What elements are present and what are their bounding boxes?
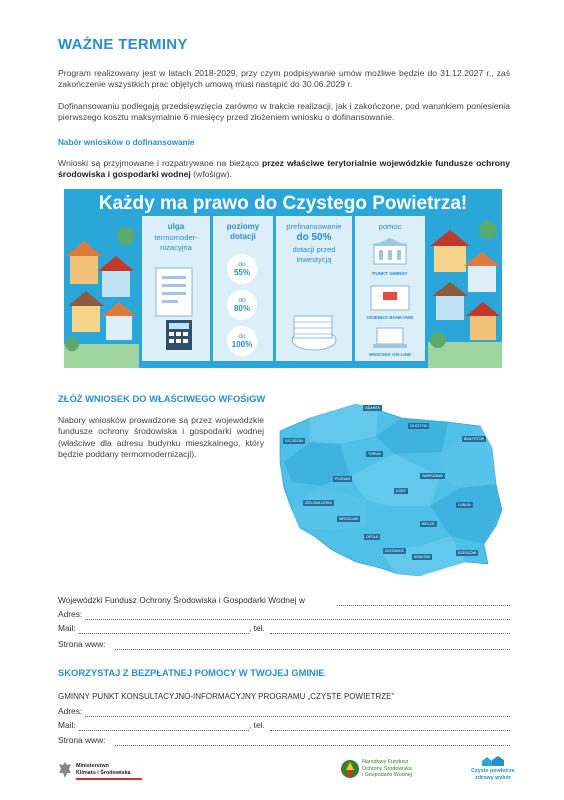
map-label-olsztyn: OLSZTYN [410,424,427,428]
tel-label: , tel. [249,623,265,633]
wfos-name-label: Wojewódzki Fundusz Ochrony Środowiska i Gospodarki Wodnej w [58,595,305,605]
nabor-heading: Nabór wniosków o dofinansowanie [58,138,195,147]
houses-right-illustration [428,216,502,368]
map-label-katowice: KATOWICE [385,549,404,553]
col-poziomy-dotacji: poziomy dotacji do 55% do 80% do 100% [213,216,273,361]
gmina-tel-field[interactable] [270,730,510,731]
gmina-www-field[interactable] [115,745,510,746]
map-label-lublin: LUBLIN [458,503,471,507]
col-ulga: ulga termomoder-nizacyjna [142,216,210,361]
map-label-krakow: KRAKÓW [414,555,430,559]
gmina-adres-label: Adres: [58,706,83,716]
gmina-point-label: GMINNY PUNKT KONSULTACYJNO-INFORMACYJNY PROGRAMU „CZYSTE POWIETRZE” [58,692,395,701]
poland-map [270,396,516,592]
map-label-wroclaw: WROCŁAW [339,517,359,521]
bank-icon [369,282,411,312]
map-label-szczecin: SZCZECIN [285,439,303,443]
gmina-mail-label: Mail: [58,720,76,730]
banner-title: Każdy ma prawo do Czystego Powietrza! [98,193,468,214]
col-pomoc: pomoc PUNKT GMINNY OKIENKO BANKOWE WNIOSEK ON-LINE [355,216,425,361]
page-title: WAŻNE TERMINY [58,36,188,53]
map-label-torun: TORUŃ [368,452,381,456]
gmina-heading: SKORZYSTAJ Z BEZPŁATNEJ POMOCY W TWOJEJ GMINIE [58,667,325,678]
ministry-logo: Ministerstwo Klimatu i Środowiska [58,760,148,782]
map-label-warszawa: WARSZAWA [422,474,443,478]
document-calculator-icon [152,264,202,354]
map-label-rzeszow: RZESZÓW [458,551,476,555]
col-prefinansowanie: prefinansowanie do 50% dotacji przed inwestycją [276,216,352,361]
gmina-mail-field[interactable] [79,730,249,731]
dotacja-circle-2: do 80% [227,290,257,320]
fund-emblem-icon [340,758,360,780]
www-label: Strona www: [58,639,106,649]
wfos-heading: ZŁÓŻ WNIOSEK DO WŁAŚCIWEGO WFOŚiGW [58,393,266,404]
laptop-icon [372,326,408,350]
map-label-poznan: POZNAŃ [335,477,350,481]
clean-air-banner [64,189,502,368]
wfos-name-field[interactable] [337,605,510,606]
eagle-emblem-icon [58,761,72,779]
wfos-paragraph: Nabory wniosków prowadzone są przez wojewódzkie fundusze ochrony środowiska i gospodarki wodnej (właściwe dla adresu budynku mieszkalnego, który będzie poddany termomodernizacji). [58,415,264,460]
nabor-paragraph: Wnioski są przyjmowane i rozpatrywane na bieżąco przez właściwe terytorialnie wojewódzkie fundusze ochrony środowiska i gospodarki wodnej (wfośigw). [58,158,510,180]
nfosigw-logo: Narodowy Fundusz Ochrony Środowiska i Gospodarki Wodnej [340,757,420,783]
office-building-icon [372,238,408,266]
map-label-kielce: KIELCE [422,522,435,526]
map-label-lodz: ŁÓDŹ [396,489,406,493]
intro-paragraph-1: Program realizowany jest w latach 2018-2029, przy czym podpisywanie umów możliwe będzie do 31.12.2027 r., zaś zakończenie wszystkich prac objętych umową musi nastąpić do 30.06.2029 r. [58,68,510,90]
gmina-tel-label: , tel. [249,720,265,730]
map-label-gdansk: GDAŃSK [365,406,381,410]
dotacja-circle-3: do 100% [227,326,257,356]
gmina-www-label: Strona www: [58,735,106,745]
mail-field[interactable] [79,633,249,634]
gmina-adres-field[interactable] [85,716,510,717]
adres-label: Adres: [58,609,83,619]
www-field[interactable] [115,649,510,650]
money-stack-icon [288,300,340,354]
map-label-zielona-gora: ZIELONA GÓRA [305,501,332,505]
czyste-powietrze-logo: Czyste powietrze zdrowy wybór [470,756,516,782]
adres-field[interactable] [85,619,510,620]
map-label-opole: OPOLE [366,535,379,539]
dotacja-circle-1: do 55% [227,254,257,284]
map-label-bialystok: BIAŁYSTOK [464,437,484,441]
intro-paragraph-2: Dofinansowaniu podlegają przedsięwzięcia zarówno w trakcie realizacji, jak i zakończone, pod warunkiem poniesienia pierwszego kosztu maksymalnie 6 miesięcy przed złożeniem wniosku o dofinansowanie. [58,101,510,123]
mail-label: Mail: [58,623,76,633]
house-skyline-icon [482,756,504,766]
tel-field[interactable] [270,633,510,634]
houses-left-illustration [64,216,139,368]
